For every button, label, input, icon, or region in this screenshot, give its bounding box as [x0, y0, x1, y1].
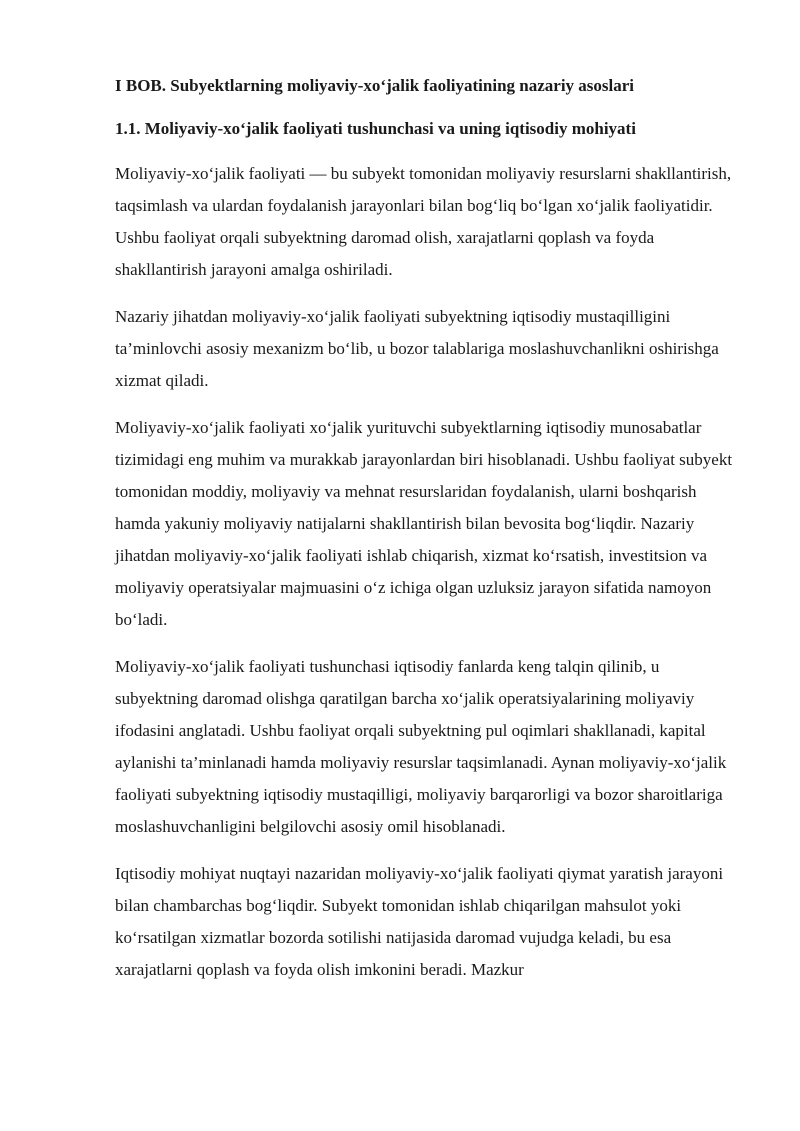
paragraph-1: Moliyaviy-xo‘jalik faoliyati — bu subyekt tomonidan moliyaviy resurslarni shakllantirish, taqsimlash va ulardan foydalanish jarayonlari bilan bog‘liq bo‘lgan xo‘jalik faoliyatidir. Ushbu faoliyat orqali subyektning daromad olish, xarajatlarni qoplash va foyda shakllantirish jarayoni amalga oshiriladi. [115, 164, 732, 279]
chapter-title: I BOB. Subyektlarning moliyaviy-xo‘jalik faoliyatining nazariy asoslari [115, 76, 635, 95]
paragraph-2: Nazariy jihatdan moliyaviy-xo‘jalik faoliyati subyektning iqtisodiy mustaqilligini ta’minlovchi asosiy mexanizm bo‘lib, u bozor talablariga moslashuvchanlikni oshirishga xizmat qiladi. [115, 307, 719, 390]
paragraph-3: Moliyaviy-xo‘jalik faoliyati xo‘jalik yurituvchi subyektlarning iqtisodiy munosabatlar tizimidagi eng muhim va murakkab jarayonlardan biri hisoblanadi. Ushbu faoliyat subyekt tomonidan moddiy, moliyaviy va mehnat resurslaridan foydalanish, ularni boshqarish hamda yakuniy moliyaviy natijalarni shakllantirish bilan bevosita bog‘liqdir. Nazariy jihatdan moliyaviy-xo‘jalik faoliyati ishlab chiqarish, xizmat ko‘rsatish, investitsion va moliyaviy operatsiyalar majmuasini o‘z ichiga olgan uzluksiz jarayon sifatida namoyon bo‘ladi. [115, 418, 733, 629]
paragraph-4: Moliyaviy-xo‘jalik faoliyati tushunchasi iqtisodiy fanlarda keng talqin qilinib, u subyektning daromad olishga qaratilgan barcha xo‘jalik operatsiyalarining moliyaviy ifodasini anglatadi. Ushbu faoliyat orqali subyektning pul oqimlari shakllanadi, kapital aylanishi ta’minlanadi hamda moliyaviy resurslar taqsimlanadi. Aynan moliyaviy-xo‘jalik faoliyati subyektning iqtisodiy mustaqilligi, moliyaviy barqarorligi va bozor sharoitlariga moslashuvchanligini belgilovchi asosiy omil hisoblanadi. [115, 657, 727, 836]
section-title: 1.1. Moliyaviy-xo‘jalik faoliyati tushunchasi va uning iqtisodiy mohiyati [115, 119, 636, 138]
document-page [115, 70, 737, 1001]
paragraph-5: Iqtisodiy mohiyat nuqtayi nazaridan moliyaviy-xo‘jalik faoliyati qiymat yaratish jarayoni bilan chambarchas bog‘liqdir. Subyekt tomonidan ishlab chiqarilgan mahsulot yoki ko‘rsatilgan xizmatlar bozorda sotilishi natijasida daromad vujudga keladi, bu esa xarajatlarni qoplash va foyda olish imkonini beradi. Mazkur [115, 864, 724, 979]
